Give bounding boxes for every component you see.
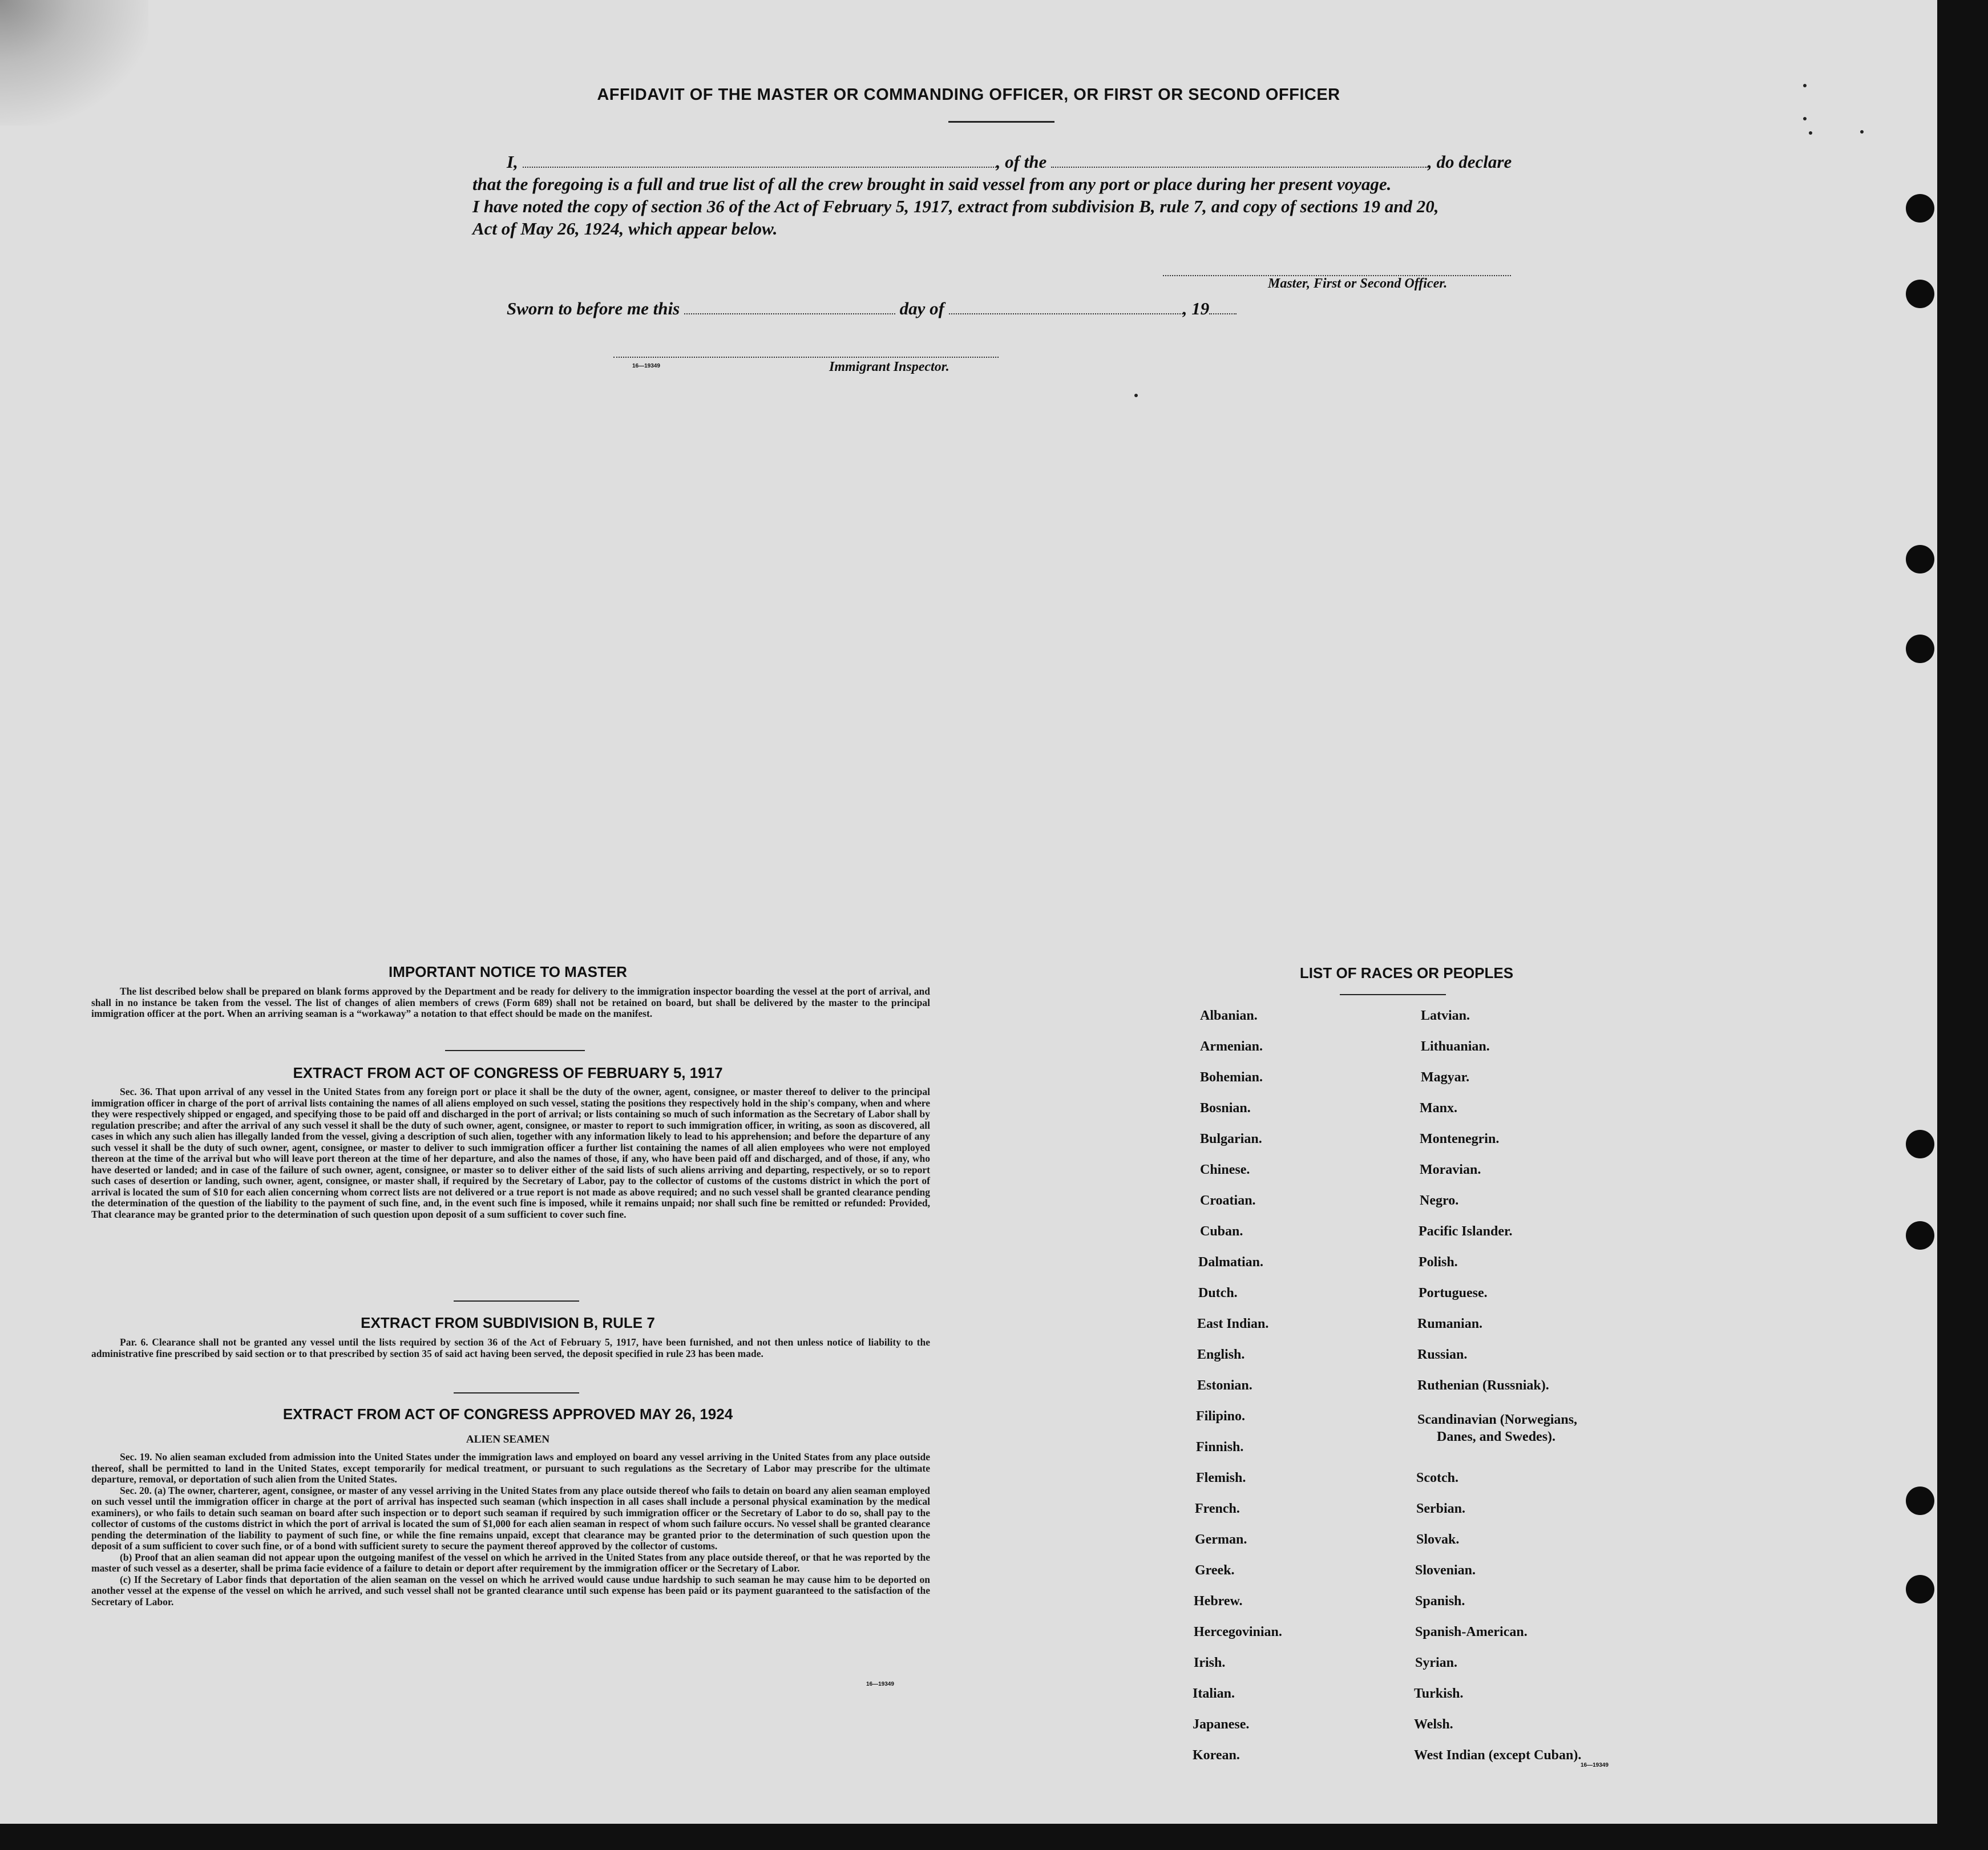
- race-bulgarian: Bulgarian.: [1200, 1132, 1262, 1146]
- affidavit-line-1: [507, 152, 1512, 172]
- race-english: English.: [1197, 1347, 1245, 1362]
- sworn-line: [507, 298, 1237, 319]
- name-blank[interactable]: [523, 166, 996, 168]
- notice-title: IMPORTANT NOTICE TO MASTER: [389, 963, 627, 980]
- race-armenian: Armenian.: [1200, 1039, 1263, 1054]
- race-italian: Italian.: [1193, 1686, 1235, 1701]
- section-20c-paragraph: (c) If the Secretary of Labor finds that deportation of the alien seaman on the vessel on which he arrived would cause undue hardship to such seaman he may cause him to be deported on another vessel at the expense of the vessel on which he arrived, and such vessel shall not be granted clearance until such expense has been paid or its payment guaranteed to the satisfaction of the Secretary of Labor.: [91, 1573, 930, 1607]
- race-chinese: Chinese.: [1200, 1162, 1250, 1177]
- extract-1924-title: EXTRACT FROM ACT OF CONGRESS APPROVED MAY 26, 1924: [282, 1405, 733, 1423]
- binder-hole: [1906, 194, 1934, 223]
- subdivision-b-text: [91, 1337, 930, 1359]
- affidavit-line-3: I have noted the copy of section 36 of the Act of February 5, 1917, extract from subdivision B, rule 7, and copy of sections 19 and 20,: [472, 196, 1439, 216]
- race-portuguese: Portuguese.: [1419, 1286, 1488, 1300]
- affidavit-line-4: Act of May 26, 1924, which appear below.: [472, 219, 778, 239]
- year-blank[interactable]: [1209, 313, 1237, 314]
- section-divider: [445, 1050, 585, 1051]
- notice-paragraph: The list described below shall be prepared on blank forms approved by the Department and be ready for delivery to the immigration inspector boarding the vessel at the port of arrival, and shall in no instance be taken from the vessel. The list of changes of alien members of crews (Form 689) shall not be retained on board, but shall be delivered by the master to the principal immigration officer at the port. When an arriving seaman is a “workaway” a notation to that effect should be made on the manifest.: [91, 985, 930, 1019]
- form-code-right: 16—19349: [1581, 1762, 1609, 1768]
- scan-speck: [1860, 130, 1864, 134]
- race-hercegovinian: Hercegovinian.: [1194, 1625, 1282, 1639]
- race-finnish: Finnish.: [1196, 1440, 1244, 1455]
- race-greek: Greek.: [1195, 1563, 1235, 1578]
- year-label: , 19: [1182, 298, 1210, 318]
- binder-hole: [1906, 1221, 1934, 1250]
- subdivision-b-title: EXTRACT FROM SUBDIVISION B, RULE 7: [361, 1314, 655, 1331]
- paragraph-6: Par. 6. Clearance shall not be granted any vessel until the lists required by section 36 of the Act of February 5, 1917, have been furnished, and not then unless notice of liability to the administrative fine prescribed by said section or to that prescribed by section 35 of said act having been served, the deposit specified in rule 23 has been made.: [91, 1336, 930, 1359]
- race-scotch: Scotch.: [1416, 1471, 1458, 1485]
- section-divider: [454, 1392, 579, 1393]
- races-title-rule: [1340, 994, 1446, 995]
- declare-label: , do declare: [1428, 152, 1512, 172]
- form-code-top: 16—19349: [632, 363, 660, 369]
- race-russian: Russian.: [1417, 1347, 1468, 1362]
- race-pacific-islander: Pacific Islander.: [1419, 1224, 1513, 1239]
- race-scandinavian-cont: Danes, and Swedes).: [1437, 1429, 1556, 1444]
- binder-hole: [1906, 1130, 1934, 1158]
- vessel-blank[interactable]: [1051, 166, 1428, 168]
- binder-hole: [1906, 1487, 1934, 1515]
- day-blank[interactable]: [684, 313, 895, 314]
- race-german: German.: [1195, 1532, 1247, 1547]
- extract-1917-text: [91, 1086, 930, 1220]
- notice-text: [91, 986, 930, 1020]
- month-blank[interactable]: [949, 313, 1183, 314]
- race-irish: Irish.: [1194, 1655, 1226, 1670]
- sworn-label: Sworn to before me this: [507, 298, 680, 318]
- scan-speck: [1803, 84, 1807, 87]
- race-scandinavian: Scandinavian (Norwegians,: [1417, 1412, 1578, 1427]
- binder-hole: [1906, 545, 1934, 573]
- race-croatian: Croatian.: [1200, 1193, 1256, 1208]
- race-spanish: Spanish.: [1415, 1594, 1465, 1609]
- scan-speck: [1809, 131, 1812, 135]
- affidavit-title: AFFIDAVIT OF THE MASTER OR COMMANDING OFFICER, OR FIRST OR SECOND OFFICER: [597, 86, 1340, 104]
- section-20a-paragraph: Sec. 20. (a) The owner, charterer, agent, consignee, or master of any vessel arriving in the United States from any place outside thereof who fails to detain on board any alien seaman employed on such vessel until the immigration officer in charge at the port of arrival has inspected such seaman (which inspection in all cases shall include a personal physical examination by the medical examiners), or who fails to detain such seaman on board after such inspection or to deport such seaman if required by such immigration officer or the Secretary of Labor to do so, shall pay to the collector of customs of the customs district in which the port of arrival is located the sum of $1,000 for each alien seaman in respect of whom such failure occurs. No vessel shall be granted clearance pending the determination of the liability to payment of such fine, or while the fine remains unpaid, except that clearance may be granted prior to the determination of such question upon the deposit of a sum sufficient to cover such fine, or of a bond with sufficient surety to secure the payment thereof approved by the collector of customs.: [91, 1484, 930, 1552]
- inspector-signature-line[interactable]: [613, 357, 999, 358]
- race-spanish-american: Spanish-American.: [1415, 1625, 1528, 1639]
- race-serbian: Serbian.: [1416, 1501, 1466, 1516]
- binder-hole: [1906, 280, 1934, 308]
- extract-1924-text: [91, 1452, 930, 1607]
- master-signature-caption: Master, First or Second Officer.: [1268, 276, 1448, 291]
- race-filipino: Filipino.: [1196, 1409, 1246, 1424]
- race-slovenian: Slovenian.: [1415, 1563, 1476, 1578]
- section-20b-paragraph: (b) Proof that an alien seaman did not appear upon the outgoing manifest of the vessel on which he arrived in the United States from any place outside thereof, or that he was reported by the master of such vessel as a deserter, shall be prima facie evidence of a failure to detain or deport after requirement by the immigration officer or the Secretary of Labor.: [91, 1551, 930, 1574]
- section-36-paragraph: Sec. 36. That upon arrival of any vessel in the United States from any foreign port or place it shall be the duty of the owner, agent, consignee, or master thereof to deliver to the principal immigration officer in charge of the port of arrival lists containing the names of all aliens employed on such vessel, stating the positions they respectively hold in the ship's company, when and where they were respectively shipped or engaged, and specifying those to be paid off and discharged in the port of arrival; or lists containing so much of such information as the Secretary of Labor shall by regulation prescribe; and after the arrival of any such vessel it shall be the duty of such owner, agent, consignee, or master to report to such immigration officer, in writing, as soon as discovered, all cases in which any such alien has illegally landed from the vessel, giving a description of such alien, together with any information likely to lead to his apprehension; and before the departure of any such vessel it shall be the duty of such owner, agent, consignee, or master to deliver to such immigration officer a further list containing the names of all alien employees who were not employed thereon at the time of the arrival but who will leave port thereon at the time of her departure, and also the names of those, if any, who have been paid off and discharged, and of those, if any, who have deserted or landed; and in case of the failure of such owner, agent, consignee, or master so to deliver either of the said lists of such aliens arriving and departing, respectively, or so to report such cases of desertion or landing, such owner, agent, consignee, or master shall, if required by the Secretary of Labor, pay to the collector of customs of the customs district in which the port of arrival is located the sum of $10 for each alien concerning whom correct lists are not delivered or a true report is not made as above required; and no such vessel shall be granted clearance pending the determination of the question of the liability to the payment of such fine, and, in the event such fine is imposed, while it remains unpaid; nor shall such fine be remitted or refunded: Provided, That clearance may be granted prior to the determination of such question upon deposit of a sum sufficient to cover such fine.: [91, 1086, 930, 1220]
- race-slovak: Slovak.: [1416, 1532, 1460, 1547]
- race-estonian: Estonian.: [1197, 1378, 1252, 1393]
- binder-hole: [1906, 635, 1934, 663]
- race-cuban: Cuban.: [1200, 1224, 1243, 1239]
- race-syrian: Syrian.: [1415, 1655, 1458, 1670]
- race-japanese: Japanese.: [1193, 1717, 1250, 1732]
- race-rumanian: Rumanian.: [1417, 1316, 1483, 1331]
- race-negro: Negro.: [1420, 1193, 1459, 1208]
- race-latvian: Latvian.: [1421, 1008, 1470, 1023]
- of-the-label: , of the: [996, 152, 1047, 172]
- race-welsh: Welsh.: [1414, 1717, 1453, 1732]
- race-west-indian: West Indian (except Cuban).: [1414, 1748, 1582, 1763]
- race-albanian: Albanian.: [1200, 1008, 1258, 1023]
- scan-shadow: [0, 0, 148, 126]
- alien-seamen-subtitle: ALIEN SEAMEN: [466, 1433, 550, 1445]
- day-of-label: day of: [899, 298, 944, 318]
- declarant-label: I,: [507, 152, 518, 172]
- scan-speck: [1803, 117, 1807, 120]
- race-dutch: Dutch.: [1198, 1286, 1238, 1300]
- binder-hole: [1906, 1575, 1934, 1603]
- race-lithuanian: Lithuanian.: [1421, 1039, 1490, 1054]
- race-manx: Manx.: [1420, 1101, 1457, 1116]
- race-montenegrin: Montenegrin.: [1420, 1132, 1500, 1146]
- race-polish: Polish.: [1419, 1255, 1458, 1270]
- race-hebrew: Hebrew.: [1194, 1594, 1243, 1609]
- race-ruthenian: Ruthenian (Russniak).: [1417, 1378, 1549, 1393]
- race-korean: Korean.: [1193, 1748, 1240, 1763]
- race-french: French.: [1195, 1501, 1240, 1516]
- race-turkish: Turkish.: [1414, 1686, 1464, 1701]
- section-19-paragraph: Sec. 19. No alien seaman excluded from admission into the United States under the immigration laws and employed on board any vessel arriving in the United States from any place outside thereof, shall be permitted to land in the United States, except temporarily for medical treatment, or pursuant to such regulations as the Secretary of Labor may prescribe for the ultimate departure, removal, or deportation of such alien from the United States.: [91, 1451, 930, 1485]
- race-bosnian: Bosnian.: [1200, 1101, 1251, 1116]
- affidavit-line-2: that the foregoing is a full and true list of all the crew brought in said vessel from any port or place during her present voyage.: [472, 174, 1392, 194]
- extract-1917-title: EXTRACT FROM ACT OF CONGRESS OF FEBRUARY 5, 1917: [293, 1064, 723, 1081]
- race-flemish: Flemish.: [1196, 1471, 1246, 1485]
- race-moravian: Moravian.: [1420, 1162, 1481, 1177]
- scan-speck: [1134, 394, 1138, 397]
- race-east-indian: East Indian.: [1197, 1316, 1269, 1331]
- race-magyar: Magyar.: [1421, 1070, 1470, 1085]
- inspector-caption: Immigrant Inspector.: [829, 360, 949, 374]
- race-dalmatian: Dalmatian.: [1198, 1255, 1263, 1270]
- title-rule: [948, 121, 1054, 123]
- section-divider: [454, 1300, 579, 1302]
- race-bohemian: Bohemian.: [1200, 1070, 1263, 1085]
- races-title: LIST OF RACES OR PEOPLES: [1299, 964, 1514, 981]
- form-code-left: 16—19349: [866, 1681, 894, 1687]
